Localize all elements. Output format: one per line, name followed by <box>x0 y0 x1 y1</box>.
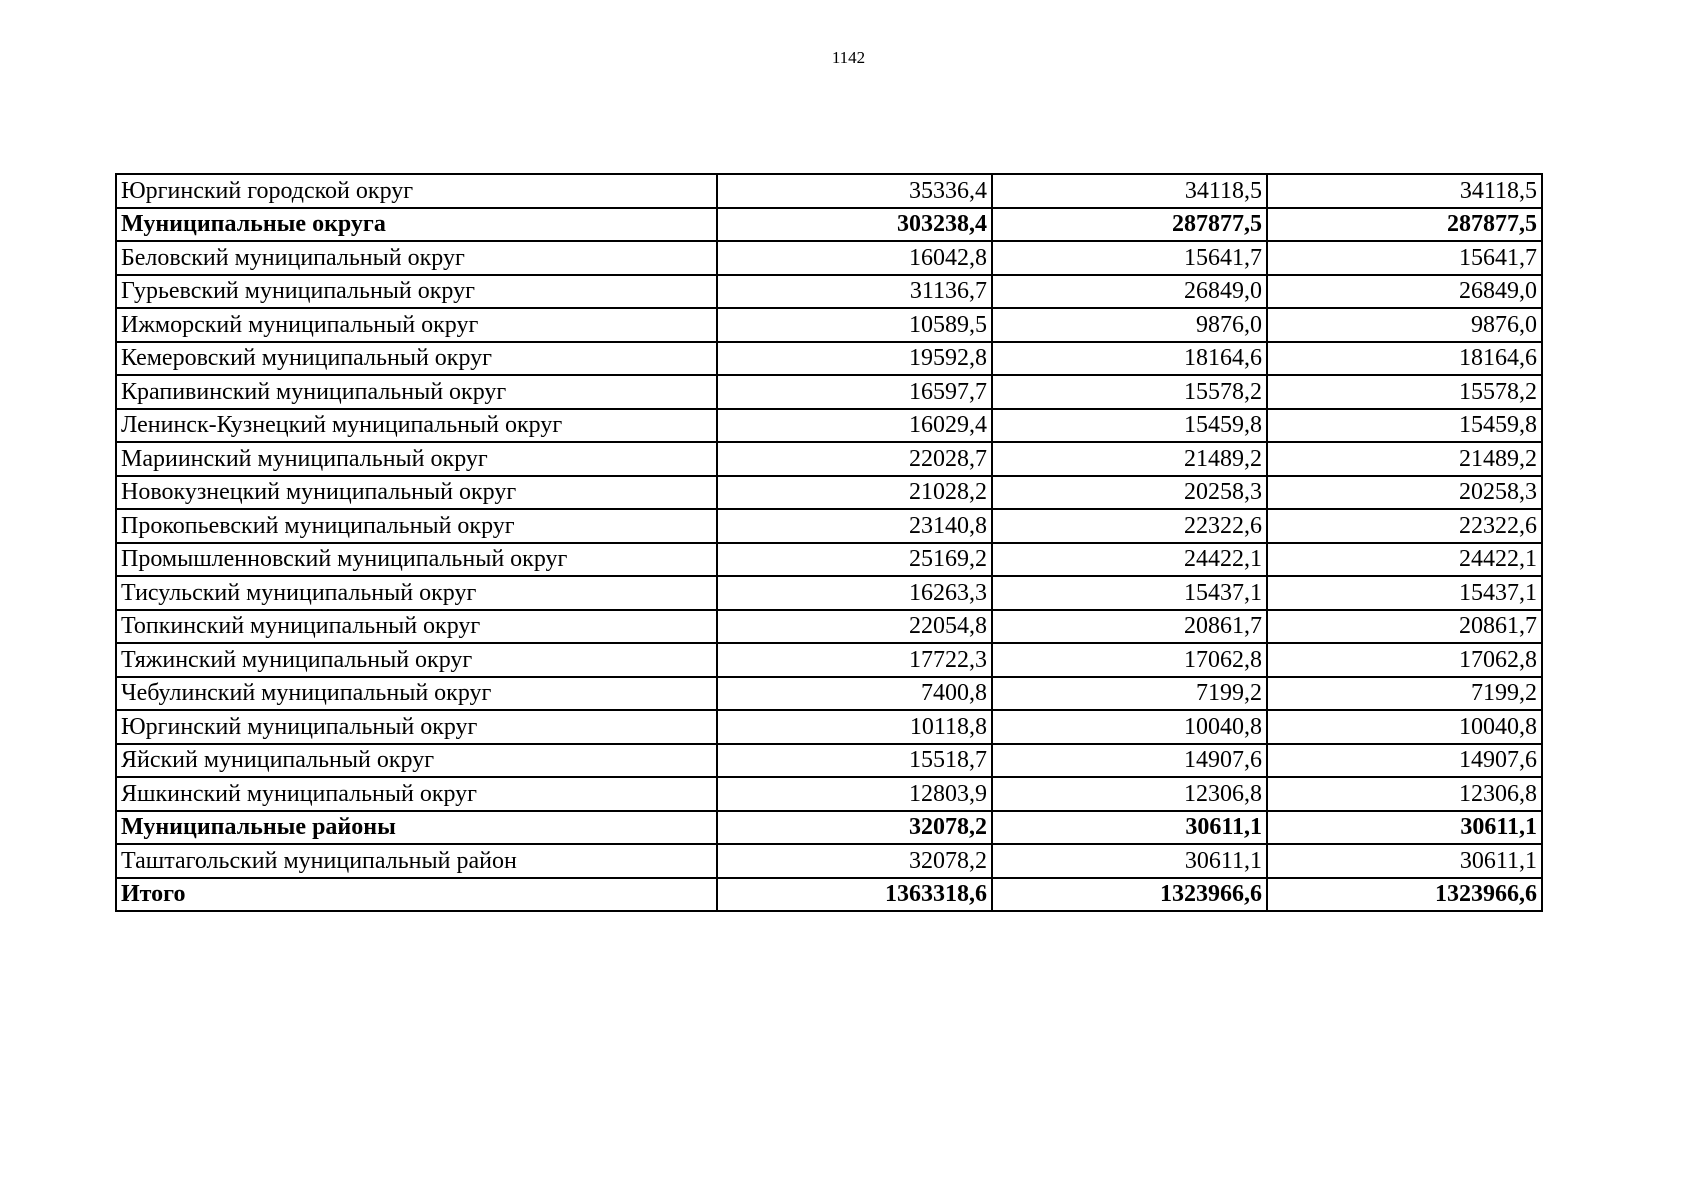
value-cell-2: 12306,8 <box>992 777 1267 811</box>
table-row <box>116 576 1542 610</box>
row-name-cell: Яшкинский муниципальный округ <box>116 777 717 811</box>
value-cell-1: 10118,8 <box>717 710 992 744</box>
table-row <box>116 677 1542 711</box>
value-cell-1: 25169,2 <box>717 543 992 577</box>
value-cell-1: 32078,2 <box>717 844 992 878</box>
value-cell-1: 303238,4 <box>717 208 992 242</box>
value-cell-2: 24422,1 <box>992 543 1267 577</box>
value-cell-2: 18164,6 <box>992 342 1267 376</box>
value-cell-2: 15459,8 <box>992 409 1267 443</box>
value-cell-2: 26849,0 <box>992 275 1267 309</box>
value-cell-1: 1363318,6 <box>717 878 992 912</box>
value-cell-2: 21489,2 <box>992 442 1267 476</box>
value-cell-3: 18164,6 <box>1267 342 1542 376</box>
page-number: 1142 <box>831 48 866 67</box>
table-row <box>116 476 1542 510</box>
value-cell-2: 15437,1 <box>992 576 1267 610</box>
value-cell-3: 14907,6 <box>1267 744 1542 778</box>
row-name-cell: Таштагольский муниципальный район <box>116 844 717 878</box>
value-cell-3: 15437,1 <box>1267 576 1542 610</box>
value-cell-3: 30611,1 <box>1267 844 1542 878</box>
row-name-cell: Крапивинский муниципальный округ <box>116 375 717 409</box>
value-cell-3: 287877,5 <box>1267 208 1542 242</box>
value-cell-3: 15641,7 <box>1267 241 1542 275</box>
value-cell-2: 9876,0 <box>992 308 1267 342</box>
value-cell-1: 23140,8 <box>717 509 992 543</box>
row-name-cell: Новокузнецкий муниципальный округ <box>116 476 717 510</box>
table-row <box>116 777 1542 811</box>
value-cell-3: 21489,2 <box>1267 442 1542 476</box>
table-row <box>116 308 1542 342</box>
value-cell-3: 22322,6 <box>1267 509 1542 543</box>
value-cell-1: 32078,2 <box>717 811 992 845</box>
table-row <box>116 375 1542 409</box>
value-cell-2: 15578,2 <box>992 375 1267 409</box>
table-row <box>116 710 1542 744</box>
table-row <box>116 342 1542 376</box>
value-cell-1: 10589,5 <box>717 308 992 342</box>
value-cell-2: 14907,6 <box>992 744 1267 778</box>
value-cell-3: 1323966,6 <box>1267 878 1542 912</box>
table-row <box>116 275 1542 309</box>
value-cell-2: 7199,2 <box>992 677 1267 711</box>
value-cell-1: 16029,4 <box>717 409 992 443</box>
value-cell-1: 15518,7 <box>717 744 992 778</box>
row-name-cell: Муниципальные районы <box>116 811 717 845</box>
value-cell-3: 26849,0 <box>1267 275 1542 309</box>
table-row <box>116 878 1542 912</box>
row-name-cell: Итого <box>116 878 717 912</box>
value-cell-1: 16042,8 <box>717 241 992 275</box>
table-row <box>116 543 1542 577</box>
value-cell-3: 15578,2 <box>1267 375 1542 409</box>
value-cell-1: 22028,7 <box>717 442 992 476</box>
value-cell-2: 17062,8 <box>992 643 1267 677</box>
value-cell-3: 17062,8 <box>1267 643 1542 677</box>
value-cell-2: 10040,8 <box>992 710 1267 744</box>
value-cell-3: 15459,8 <box>1267 409 1542 443</box>
row-name-cell: Кемеровский муниципальный округ <box>116 342 717 376</box>
value-cell-1: 12803,9 <box>717 777 992 811</box>
table-row <box>116 844 1542 878</box>
table-row <box>116 610 1542 644</box>
value-cell-1: 35336,4 <box>717 174 992 208</box>
row-name-cell: Муниципальные округа <box>116 208 717 242</box>
row-name-cell: Тисульский муниципальный округ <box>116 576 717 610</box>
value-cell-3: 10040,8 <box>1267 710 1542 744</box>
row-name-cell: Тяжинский муниципальный округ <box>116 643 717 677</box>
value-cell-1: 7400,8 <box>717 677 992 711</box>
row-name-cell: Гурьевский муниципальный округ <box>116 275 717 309</box>
value-cell-1: 31136,7 <box>717 275 992 309</box>
value-cell-3: 30611,1 <box>1267 811 1542 845</box>
row-name-cell: Юргинский муниципальный округ <box>116 710 717 744</box>
row-name-cell: Ленинск-Кузнецкий муниципальный округ <box>116 409 717 443</box>
value-cell-3: 12306,8 <box>1267 777 1542 811</box>
row-name-cell: Промышленновский муниципальный округ <box>116 543 717 577</box>
table-row <box>116 811 1542 845</box>
budget-table-body <box>116 174 1542 911</box>
value-cell-2: 15641,7 <box>992 241 1267 275</box>
value-cell-1: 16597,7 <box>717 375 992 409</box>
table-row <box>116 744 1542 778</box>
table-row <box>116 174 1542 208</box>
row-name-cell: Яйский муниципальный округ <box>116 744 717 778</box>
row-name-cell: Ижморский муниципальный округ <box>116 308 717 342</box>
value-cell-2: 287877,5 <box>992 208 1267 242</box>
value-cell-2: 34118,5 <box>992 174 1267 208</box>
table-row <box>116 643 1542 677</box>
value-cell-3: 9876,0 <box>1267 308 1542 342</box>
row-name-cell: Юргинский городской округ <box>116 174 717 208</box>
row-name-cell: Прокопьевский муниципальный округ <box>116 509 717 543</box>
value-cell-1: 16263,3 <box>717 576 992 610</box>
table-row <box>116 442 1542 476</box>
value-cell-3: 20258,3 <box>1267 476 1542 510</box>
row-name-cell: Чебулинский муниципальный округ <box>116 677 717 711</box>
table-row <box>116 409 1542 443</box>
value-cell-2: 20861,7 <box>992 610 1267 644</box>
value-cell-2: 22322,6 <box>992 509 1267 543</box>
value-cell-2: 30611,1 <box>992 844 1267 878</box>
table-row <box>116 208 1542 242</box>
value-cell-1: 19592,8 <box>717 342 992 376</box>
value-cell-3: 34118,5 <box>1267 174 1542 208</box>
value-cell-3: 7199,2 <box>1267 677 1542 711</box>
value-cell-2: 1323966,6 <box>992 878 1267 912</box>
value-cell-1: 21028,2 <box>717 476 992 510</box>
value-cell-1: 17722,3 <box>717 643 992 677</box>
table-row <box>116 509 1542 543</box>
budget-table <box>115 173 1543 912</box>
table-row <box>116 241 1542 275</box>
value-cell-3: 20861,7 <box>1267 610 1542 644</box>
row-name-cell: Мариинский муниципальный округ <box>116 442 717 476</box>
value-cell-3: 24422,1 <box>1267 543 1542 577</box>
value-cell-2: 20258,3 <box>992 476 1267 510</box>
value-cell-1: 22054,8 <box>717 610 992 644</box>
row-name-cell: Беловский муниципальный округ <box>116 241 717 275</box>
value-cell-2: 30611,1 <box>992 811 1267 845</box>
row-name-cell: Топкинский муниципальный округ <box>116 610 717 644</box>
